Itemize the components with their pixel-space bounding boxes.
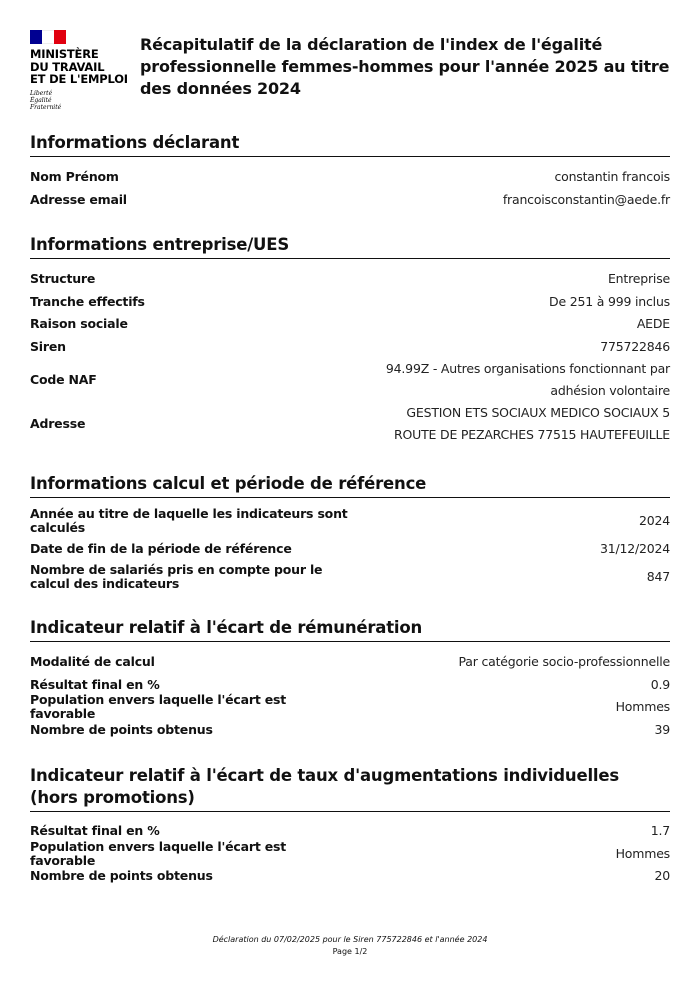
page-number: Page 1/2 [332,947,368,956]
field-label: Nombre de points obtenus [30,721,213,737]
field-label: Année au titre de laquelle les indicateurs sont calculés [30,506,348,535]
info-row [30,189,670,212]
field-value: 2024 [638,512,670,528]
field-value: Hommes [615,699,670,714]
page-footer [0,934,700,958]
field-label: Modalité de calcul [30,654,155,670]
field-value: Par catégorie socio-professionnelle [458,654,670,669]
info-row [30,651,670,674]
info-row [30,538,670,560]
field-label: Nombre de salariés pris en compte pour le calcul des indicateurs [30,562,323,591]
info-row [30,560,670,594]
section-title: Informations calcul et période de référence [30,473,670,498]
ministry-name: MINISTÈRE DU TRAVAIL ET DE L'EMPLOI [30,47,128,86]
footer-declaration: Déclaration du 07/02/2025 pour le Siren 775722846 et l'année 2024 [212,935,488,944]
field-label: Structure [30,271,96,287]
info-row [30,504,670,538]
field-label: Tranche effectifs [30,293,145,309]
info-row [30,402,670,446]
info-row [30,719,670,742]
field-label: Nombre de points obtenus [30,868,213,884]
info-row [30,838,670,868]
field-value: 775722846 [600,338,670,354]
section-title: Indicateur relatif à l'écart de rémunération [30,617,670,642]
field-label: Adresse email [30,191,127,207]
section-title: Informations entreprise/UES [30,234,670,259]
field-label: Résultat final en % [30,676,160,692]
section-remuneration [30,617,670,741]
field-value: GESTION ETS SOCIAUX MEDICO SOCIAUX 5 ROUTE DE PEZARCHES 77515 HAUTEFEUILLE [394,404,670,442]
field-value: 39 [654,721,670,737]
field-value: Hommes [615,845,670,861]
info-row [30,865,670,888]
section-calcul [30,473,670,594]
field-value: Entreprise [607,271,670,286]
field-label: Raison sociale [30,316,128,332]
field-label: Siren [30,338,66,354]
french-flag-icon [30,30,66,44]
field-value: 847 [646,568,670,584]
field-value: 0.9 [650,676,670,692]
field-label: Population envers laquelle l'écart est favorable [30,838,287,868]
field-value: De 251 à 999 inclus [549,293,670,309]
field-value: 20 [654,868,670,883]
section-divider [30,811,670,812]
republic-motto: Liberté Égalité Fraternité [30,89,62,111]
field-label: Nom Prénom [30,169,119,185]
info-row [30,313,670,336]
field-label: Date de fin de la période de référence [30,541,292,556]
section-augmentations [30,765,670,888]
field-value: AEDE [636,316,670,331]
field-value: 31/12/2024 [599,540,670,556]
document-title: Récapitulatif de la déclaration de l'index de l'égalité professionnelle femmes-hommes pour l'année 2025 au titre des données 2024 [140,35,670,98]
section-title: Informations déclarant [30,132,670,157]
field-value: francoisconstantin@aede.fr [502,191,670,207]
section-title: Indicateur relatif à l'écart de taux d'augmentations individuelles (hors promotions) [30,766,619,807]
field-value: 1.7 [650,823,670,838]
section-declarant [30,132,670,211]
field-label: Population envers laquelle l'écart est favorable [30,692,287,722]
field-value: 94.99Z - Autres organisations fonctionnant par adhésion volontaire [385,360,670,398]
field-label: Code NAF [30,372,97,387]
page-header [30,30,670,120]
section-entreprise [30,234,670,446]
info-row [30,166,670,189]
info-row [30,291,670,314]
info-row [30,692,670,722]
field-value: constantin francois [554,169,670,184]
info-row [30,268,670,291]
info-row [30,358,670,402]
info-row [30,336,670,359]
field-label: Résultat final en % [30,823,160,839]
field-label: Adresse [30,416,86,431]
ministry-logo [30,30,135,111]
